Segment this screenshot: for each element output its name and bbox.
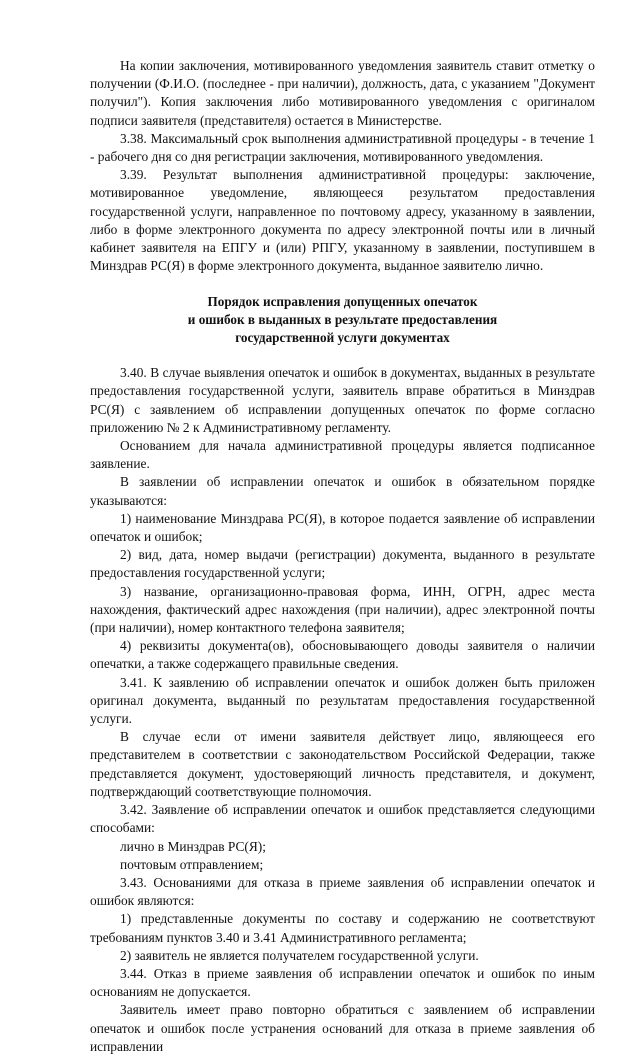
list-item: 2) заявитель не является получателем государственной услуги. — [120, 947, 479, 963]
list-item: 2) вид, дата, номер выдачи (регистрации) документа, выданного в результате предоставления государственной услуги; — [90, 547, 595, 581]
paragraph: На копии заключения, мотивированного уведомления заявитель ставит отметку о получении (Ф.И.О. (последнее - при наличии), должность, дата, с указанием "Документ получил"). Копия заключения либо мотивированного уведомления с оригиналом подписи заявителя (представителя) остается в Министерстве. — [90, 58, 595, 128]
section-title-line: государственной услуги документах — [235, 329, 450, 345]
section-title-line: и ошибок в выданных в результате предоставления — [187, 312, 498, 328]
paragraph: В случае если от имени заявителя действует лицо, являющееся его представителем в соответствии с законодательством Российской Федерации, также представляется документ, удостоверяющий личность представителя, и документ, подтверждающий соответствующие полномочия. — [90, 729, 595, 799]
paragraphs-after-title — [90, 364, 595, 1056]
list-item: 1) наименование Минздрава РС(Я), в которое подается заявление об исправлении опечаток и ошибок; — [90, 510, 595, 545]
list-item: лично в Минздрав РС(Я); — [120, 838, 266, 854]
document-page — [90, 57, 595, 1056]
paragraph: В заявлении об исправлении опечаток и ошибок в обязательном порядке указываются: — [90, 474, 595, 508]
paragraph: Основанием для начала административной процедуры является подписанное заявление. — [90, 438, 595, 472]
section-title — [90, 293, 595, 346]
paragraph: Заявитель имеет право повторно обратиться с заявлением об исправлении опечаток и ошибок после устранения оснований для отказа в приеме заявления об исправлении — [90, 1002, 595, 1054]
paragraph: 3.42. Заявление об исправлении опечаток и ошибок представляется следующими способами: — [90, 802, 595, 836]
list-item: 4) реквизиты документа(ов), обосновывающего доводы заявителя о наличии опечатки, а также содержащего правильные сведения. — [90, 638, 595, 672]
paragraph: 3.38. Максимальный срок выполнения административной процедуры - в течение 1 - рабочего дня со дня регистрации заключения, мотивированного уведомления. — [90, 130, 595, 165]
list-item: почтовым отправлением; — [120, 856, 264, 872]
list-item: 1) представленные документы по составу и содержанию не соответствуют требованиям пунктов 3.40 и 3.41 Административного регламента; — [90, 911, 595, 945]
list-item: 3) название, организационно-правовая форма, ИНН, ОГРН, адрес места нахождения, фактический адрес нахождения (при наличии), адрес электронной почты (при наличии), номер контактного телефона заявителя; — [90, 583, 595, 636]
paragraph: 3.39. Результат выполнения административной процедуры: заключение, мотивированное уведомление, являющееся результатом предоставления государственной услуги, направленное по почтовому адресу, указанному в заявлении, либо в форме электронного документа по адресу электронной почты или в личный кабинет заявителя на ЕПГУ и (или) РПГУ, указанному в заявлении, поступившем в Минздрав РС(Я) в форме электронного документа, выданное заявителю лично. — [90, 167, 595, 274]
section-title-line: Порядок исправления допущенных опечаток — [207, 294, 478, 310]
paragraphs-before-title — [90, 57, 595, 275]
paragraph: 3.40. В случае выявления опечаток и ошибок в документах, выданных в результате предоставления государственной услуги, заявитель вправе обратиться в Минздрав РС(Я) с заявлением об исправлении допущенных опечаток по форме согласно приложению № 2 к Административному регламенту. — [90, 365, 595, 435]
paragraph: 3.44. Отказ в приеме заявления об исправлении опечаток и ошибок по иным основаниям не допускается. — [90, 965, 595, 1000]
paragraph: 3.41. К заявлению об исправлении опечаток и ошибок должен быть приложен оригинал документа, выданный по результатам предоставления государственной услуги. — [90, 674, 595, 727]
paragraph: 3.43. Основаниями для отказа в приеме заявления об исправлении опечаток и ошибок являются: — [90, 874, 595, 909]
